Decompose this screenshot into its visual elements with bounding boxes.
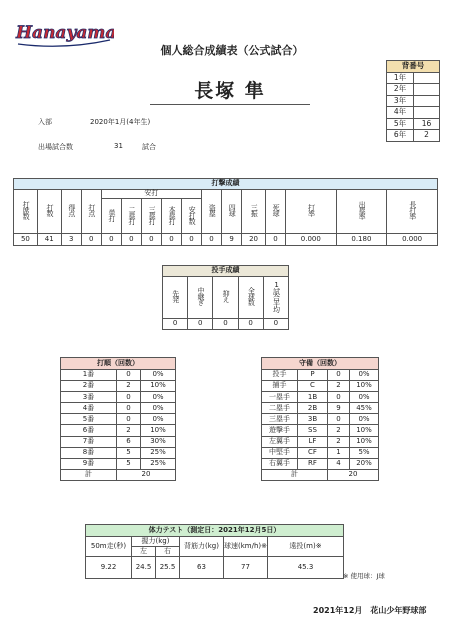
jersey-grade: 4年 [387, 107, 414, 119]
jersey-row [387, 118, 440, 130]
jersey-number [414, 95, 440, 107]
pitching-col: 先発 [163, 277, 188, 319]
batting-col: 三振 [242, 190, 266, 234]
order-row: 4番 0 0% [61, 403, 176, 414]
batting-value: 0 [121, 234, 141, 246]
pitching-col: 1試合平均 [263, 277, 288, 319]
order-row: 3番 0 0% [61, 392, 176, 403]
order-row: 7番 6 30% [61, 436, 176, 447]
batting-order-table [60, 357, 176, 481]
footer-text: 2021年12月 花山少年野球部 [313, 606, 427, 615]
jersey-grade: 6年 [387, 130, 414, 142]
pitching-value: 0 [213, 319, 238, 330]
batting-value: 0 [181, 234, 201, 246]
batting-order-header: 打順（回数） [61, 358, 176, 370]
join-value: 2020年1月(4年生) [90, 118, 151, 126]
batting-col: 本塁打 [161, 199, 181, 234]
fitness-col: 右 [156, 547, 180, 557]
batting-value: 0 [265, 234, 285, 246]
pitching-value: 0 [188, 319, 213, 330]
batting-col: 三塁打 [141, 199, 161, 234]
jersey-header: 背番号 [387, 61, 440, 73]
batting-value: 3 [61, 234, 81, 246]
defense-row: 三塁手 3B 0 0% [262, 414, 379, 425]
ball-note: ※ 使用球：J球 [343, 572, 385, 580]
fitness-value: 25.5 [156, 557, 180, 579]
batting-col: 死球 [265, 190, 285, 234]
defense-row: 中堅手 CF 1 5% [262, 447, 379, 458]
batting-col: 打率 [286, 190, 337, 234]
order-row: 1番 0 0% [61, 370, 176, 381]
fitness-value: 63 [180, 557, 224, 579]
order-row: 9番 5 25% [61, 458, 176, 469]
fitness-col: 握力(kg) [132, 537, 180, 547]
batting-col: 長打率 [387, 190, 438, 234]
order-row: 5番 0 0% [61, 414, 176, 425]
batting-value: 0 [101, 234, 121, 246]
fitness-value: 77 [224, 557, 268, 579]
order-row: 2番 2 10% [61, 381, 176, 392]
fitness-header: 体力テスト（測定日：2021年12月5日） [86, 525, 344, 537]
batting-col: 二塁打 [121, 199, 141, 234]
jersey-number [414, 107, 440, 119]
defense-row: 左翼手 LF 2 10% [262, 436, 379, 447]
games-unit: 試合 [142, 143, 156, 151]
defense-row: 二塁手 2B 9 45% [262, 403, 379, 414]
pitching-header: 投手成績 [163, 266, 289, 277]
pitching-col: 全球数 [238, 277, 263, 319]
batting-header: 打撃成績 [14, 179, 438, 190]
batting-col: 出塁率 [336, 190, 387, 234]
jersey-table [386, 60, 440, 142]
jersey-row [387, 107, 440, 119]
jersey-number [414, 72, 440, 84]
fitness-value: 9.22 [86, 557, 132, 579]
fitness-value: 24.5 [132, 557, 156, 579]
fitness-value: 45.3 [268, 557, 344, 579]
batting-value: 20 [242, 234, 266, 246]
batting-value: 0 [161, 234, 181, 246]
defense-header: 守備（回数） [262, 358, 379, 370]
games-label: 出場試合数 [38, 143, 73, 151]
batting-col: 打席数 [14, 190, 38, 234]
hit-group-label: 安打 [101, 190, 201, 199]
jersey-number: 2 [414, 130, 440, 142]
defense-row: 投手 P 0 0% [262, 370, 379, 381]
jersey-grade: 5年 [387, 118, 414, 130]
fitness-col: 遠投(m)※ [268, 537, 344, 557]
jersey-grade: 1年 [387, 72, 414, 84]
order-total-row: 計 20 [61, 469, 176, 480]
logo-text: Hanayama [16, 23, 114, 43]
batting-col: 単打 [101, 199, 121, 234]
fitness-col: 左 [132, 547, 156, 557]
defense-total-row: 計 20 [262, 469, 379, 480]
pitching-col: 中継ぎ [188, 277, 213, 319]
batting-value: 0 [81, 234, 101, 246]
batting-col: 安打数 [181, 199, 201, 234]
jersey-row [387, 72, 440, 84]
batting-table [13, 178, 438, 246]
jersey-number: 16 [414, 118, 440, 130]
batting-value: 9 [222, 234, 242, 246]
pitching-col: 抑え [213, 277, 238, 319]
fitness-values-row [86, 557, 344, 579]
pitching-table [162, 265, 289, 330]
join-label: 入部 [38, 118, 52, 126]
pitching-values-row [163, 319, 289, 330]
batting-col: 打点 [81, 190, 101, 234]
fitness-table [85, 524, 344, 579]
batting-value: 0.000 [286, 234, 337, 246]
batting-value: 41 [37, 234, 61, 246]
jersey-grade: 3年 [387, 95, 414, 107]
batting-col: 打数 [37, 190, 61, 234]
batting-value: 50 [14, 234, 38, 246]
fitness-col: 球速(km/h)※ [224, 537, 268, 557]
defense-row: 一塁手 1B 0 0% [262, 392, 379, 403]
games-value: 31 [114, 142, 123, 150]
defense-table [261, 357, 379, 481]
batting-value: 0.180 [336, 234, 387, 246]
batting-col: 四球 [222, 190, 242, 234]
defense-row: 捕手 C 2 10% [262, 381, 379, 392]
batting-value: 0 [202, 234, 222, 246]
page-title: 個人総合成績表（公式試合） [160, 44, 304, 57]
fitness-col: 50m走(秒) [86, 537, 132, 557]
jersey-row [387, 130, 440, 142]
team-logo [14, 16, 114, 52]
defense-row: 右翼手 RF 4 20% [262, 458, 379, 469]
pitching-value: 0 [263, 319, 288, 330]
batting-values-row [14, 234, 438, 246]
defense-row: 遊撃手 SS 2 10% [262, 425, 379, 436]
batting-col: 得点 [61, 190, 81, 234]
jersey-row [387, 95, 440, 107]
pitching-value: 0 [238, 319, 263, 330]
fitness-col: 背筋力(kg) [180, 537, 224, 557]
jersey-row [387, 84, 440, 96]
pitching-value: 0 [163, 319, 188, 330]
batting-value: 0 [141, 234, 161, 246]
name-underline [150, 104, 310, 105]
order-row: 6番 2 10% [61, 425, 176, 436]
batting-value: 0.000 [387, 234, 438, 246]
jersey-number [414, 84, 440, 96]
player-name: 長塚 隼 [194, 80, 266, 102]
batting-col: 盗塁 [202, 190, 222, 234]
jersey-grade: 2年 [387, 84, 414, 96]
order-row: 8番 5 25% [61, 447, 176, 458]
